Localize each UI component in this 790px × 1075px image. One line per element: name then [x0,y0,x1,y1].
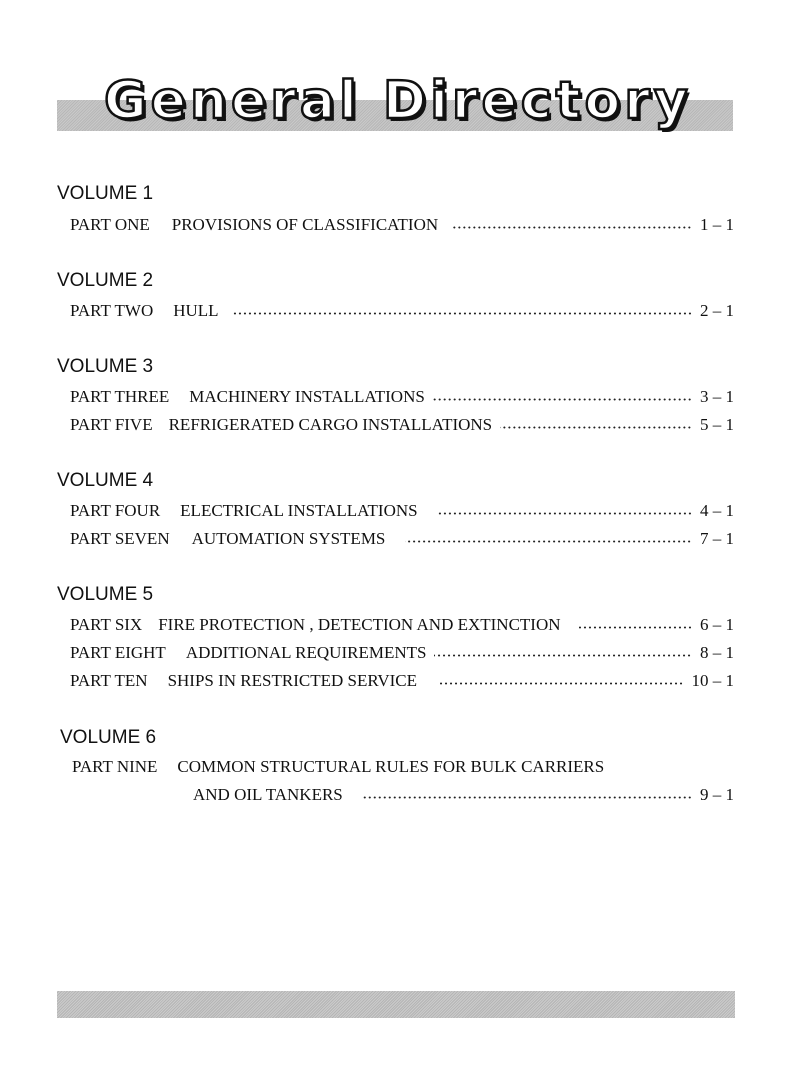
toc-entry-part-ten[interactable] [70,670,734,692]
part-label: PART SEVEN [70,529,170,548]
toc-entry-part-nine-line2[interactable] [193,784,734,806]
part-title: PROVISIONS OF CLASSIFICATION [171,215,439,234]
volume-2-heading: VOLUME 2 [57,270,154,291]
part-label: PART FOUR [70,501,161,520]
dot-leader [434,654,692,657]
dot-leader [436,512,692,515]
dot-leader [361,796,692,799]
dot-leader [452,226,692,229]
page-number: 7 – 1 [700,529,734,548]
page-number: 5 – 1 [700,415,734,434]
part-title: FIRE PROTECTION , DETECTION AND EXTINCTION [158,615,561,634]
part-label: PART NINE [72,757,158,776]
dot-leader [433,398,692,401]
part-title: COMMON STRUCTURAL RULES FOR BULK CARRIERS [177,757,605,776]
part-label: PART SIX [70,615,143,634]
page-number: 6 – 1 [700,615,734,634]
toc-entry-part-two[interactable] [70,300,734,322]
toc-entry-part-seven[interactable] [70,528,734,550]
volume-6-heading: VOLUME 6 [60,727,157,748]
volume-3-heading: VOLUME 3 [57,356,154,377]
toc-entry-part-eight[interactable] [70,642,734,664]
part-title: SHIPS IN RESTRICTED SERVICE [167,671,417,690]
footer-banner [57,991,735,1018]
dot-leader [579,626,692,629]
page-number: 2 – 1 [700,301,734,320]
toc-entry-part-one[interactable] [70,214,734,236]
part-title: ADDITIONAL REQUIREMENTS [185,643,427,662]
part-title-continued: AND OIL TANKERS [193,785,343,804]
page-number: 9 – 1 [700,785,734,804]
page-number: 3 – 1 [700,387,734,406]
page-number: 4 – 1 [700,501,734,520]
dot-leader [439,682,684,685]
part-title: REFRIGERATED CARGO INSTALLATIONS [168,415,493,434]
toc-entry-part-six[interactable] [70,614,734,636]
page-number: 8 – 1 [700,643,734,662]
dot-leader [500,426,692,429]
part-label: PART ONE [70,215,150,234]
part-label: PART TWO [70,301,154,320]
volume-5-heading: VOLUME 5 [57,584,154,605]
part-label: PART TEN [70,671,148,690]
page-number: 10 – 1 [691,671,734,690]
part-title: ELECTRICAL INSTALLATIONS [180,501,418,520]
volume-4-heading: VOLUME 4 [57,470,154,491]
toc-entry-part-four[interactable] [70,500,734,522]
part-title: MACHINERY INSTALLATIONS [189,387,425,406]
part-label: PART EIGHT [70,643,166,662]
part-label: PART FIVE [70,415,153,434]
part-label: PART THREE [70,387,170,406]
toc-entry-part-three[interactable] [70,386,734,408]
page-title: General Directory [104,71,692,131]
part-title: AUTOMATION SYSTEMS [191,529,386,548]
toc-entry-part-five[interactable] [70,414,734,436]
page-number: 1 – 1 [700,215,734,234]
toc-entry-part-nine-line1[interactable] [72,756,604,778]
volume-1-heading: VOLUME 1 [57,183,154,204]
part-title: HULL [173,301,219,320]
dot-leader [233,312,692,315]
dot-leader [405,540,692,543]
